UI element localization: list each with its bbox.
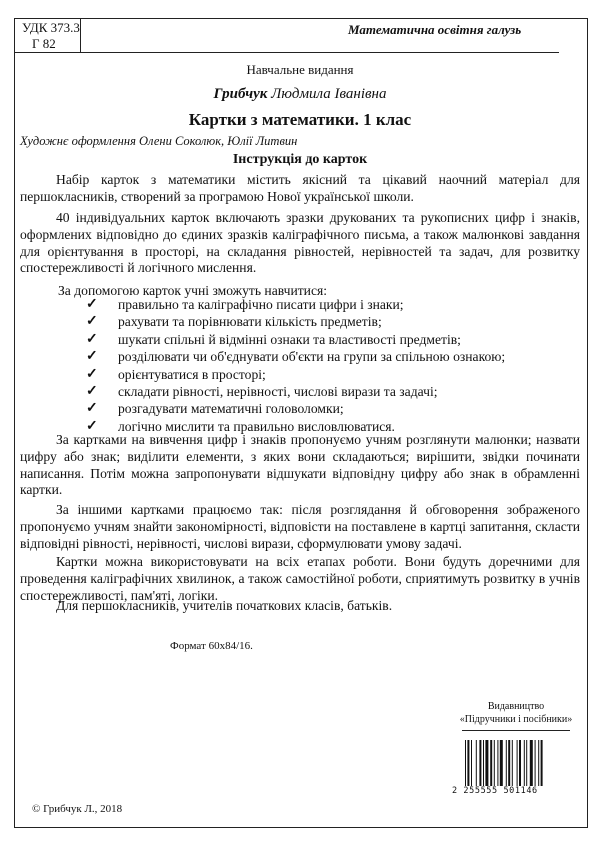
udk-code: УДК 373.3 xyxy=(22,20,80,35)
check-mark-icon: ✓ xyxy=(86,297,98,312)
skill-text: складати рівності, нерівності, числові вирази та задачі; xyxy=(118,383,438,399)
barcode-bar xyxy=(483,740,484,786)
author-surname: Грибчук xyxy=(213,86,268,102)
design-label: Художнє оформлення xyxy=(20,134,140,148)
skills-list xyxy=(86,296,505,435)
list-item xyxy=(86,366,505,383)
barcode-bar xyxy=(519,740,521,786)
author xyxy=(14,86,586,103)
design-names: Олени Соколюк, Юлії Литвин xyxy=(139,134,298,148)
barcode-bar xyxy=(467,740,469,786)
skill-text: розділювати чи об'єднувати об'єкти на групи за спільною ознакою; xyxy=(118,349,506,365)
skills-intro: За допомогою карток учні зможуть навчитися: xyxy=(58,283,328,298)
list-item xyxy=(86,331,505,348)
skill-text: логічно мислити та правильно висловлюватися. xyxy=(118,418,395,434)
publisher-label: Видавництво xyxy=(487,701,545,712)
publisher-underline xyxy=(462,730,570,731)
check-mark-icon: ✓ xyxy=(86,401,98,417)
paragraph-4-text: За іншими картками працюємо так: після розглядання й обговорення зображеного пропонуємо учням знайти закономірності, відповісти на поставлене в картці запитання, скласти відповідні рівності, нерівності, числові вирази, сформулювати умову задачі. xyxy=(20,502,580,551)
barcode-bar xyxy=(512,740,513,786)
barcode-bar xyxy=(508,740,510,786)
check-mark-icon: ✓ xyxy=(86,418,98,434)
barcode-bar xyxy=(465,740,466,786)
paragraph-6 xyxy=(20,598,580,615)
barcode-bar xyxy=(538,740,539,786)
barcode-bar xyxy=(476,740,477,786)
barcode-bar xyxy=(535,740,536,786)
paragraph-3 xyxy=(20,432,580,499)
barcode-bar xyxy=(526,740,527,786)
list-item xyxy=(86,313,505,330)
check-mark-icon: ✓ xyxy=(86,349,98,365)
skill-text: розгадувати математичні головоломки; xyxy=(118,401,344,417)
instructions-title: Інструкція до карток xyxy=(232,152,368,167)
list-item xyxy=(86,400,505,417)
barcode-bar xyxy=(490,740,492,786)
barcode-bar xyxy=(500,740,503,786)
barcode-bar xyxy=(517,740,518,786)
paragraph-6-text: Для першокласників, учителів початкових класів, батьків. xyxy=(56,598,393,613)
header-vertical-divider xyxy=(80,19,81,52)
header-divider xyxy=(14,52,559,53)
barcode-bar xyxy=(541,740,543,786)
copyright: © Грибчук Л., 2018 xyxy=(32,803,123,815)
check-mark-icon: ✓ xyxy=(86,383,98,399)
classification-code: Г 82 xyxy=(32,36,56,51)
skill-text: правильно та каліграфічно писати цифри і знаки; xyxy=(118,297,404,312)
format-info: Формат 60x84/16. xyxy=(170,640,253,652)
barcode-bar xyxy=(479,740,481,786)
barcode-bar xyxy=(524,740,525,786)
paragraph-2 xyxy=(20,210,580,277)
list-item xyxy=(86,383,505,400)
skill-text: шукати спільні й відмінні ознаки та властивості предметів; xyxy=(118,331,461,347)
barcode-bar xyxy=(497,740,498,786)
skill-text: рахувати та порівнювати кількість предметів; xyxy=(118,314,382,330)
subject-field: Математична освітня галузь xyxy=(348,22,522,37)
paragraph-5-text: Картки можна використовувати на всіх етапах роботи. Вони будуть доречними для проведення каліграфічних хвилинок, а також самостійної роботи, сприятимуть розвитку в учнів спостережливості, пам'яті, логіки. xyxy=(20,554,580,603)
barcode-bar xyxy=(485,740,488,786)
list-item xyxy=(86,296,505,313)
edition-type: Навчальне видання xyxy=(246,62,354,77)
barcode-bar xyxy=(506,740,507,786)
publisher-name: «Підручники і посібники» xyxy=(459,714,573,725)
paragraph-1-text: Набір карток з математики містить якісний та цікавий наочний матеріал для першокласників, створений за програмою Нової української школи. xyxy=(20,172,580,204)
barcode-bar xyxy=(530,740,533,786)
barcode xyxy=(464,740,570,786)
barcode-digits: 2 255555 501146 xyxy=(452,786,538,796)
design-credits xyxy=(20,134,297,149)
barcode-bar xyxy=(494,740,495,786)
paragraph-4 xyxy=(20,502,580,552)
paragraph-3-text: За картками на вивчення цифр і знаків пропонуємо учням розглянути малюнки; назвати цифру або знак; виділити елементи, з яких вони складаються; вирішити, звідки починати написання. Потім можна запропонувати відшукати відповідну цифру або знак в обрамленні картки. xyxy=(20,432,580,498)
book-title: Картки з математики. 1 клас xyxy=(188,110,412,129)
list-item xyxy=(86,348,505,365)
check-mark-icon: ✓ xyxy=(86,331,98,347)
check-mark-icon: ✓ xyxy=(86,366,98,382)
check-mark-icon: ✓ xyxy=(86,314,98,330)
paragraph-2-text: 40 індивідуальних карток включають зразки друкованих та рукописних цифр і знаків, оформлених відповідно до єдиних зразків каліграфічного письма, а також малюнкові завдання для орієнтування в просторі, на складання рівностей, нерівностей та задач, для розвитку спостережливості й логічного мислення. xyxy=(20,210,580,276)
barcode-bar xyxy=(471,740,472,786)
author-name: Людмила Іванівна xyxy=(267,86,387,102)
skill-text: орієнтуватися в просторі; xyxy=(118,366,266,382)
paragraph-5 xyxy=(20,554,580,604)
paragraph-1 xyxy=(20,172,580,206)
